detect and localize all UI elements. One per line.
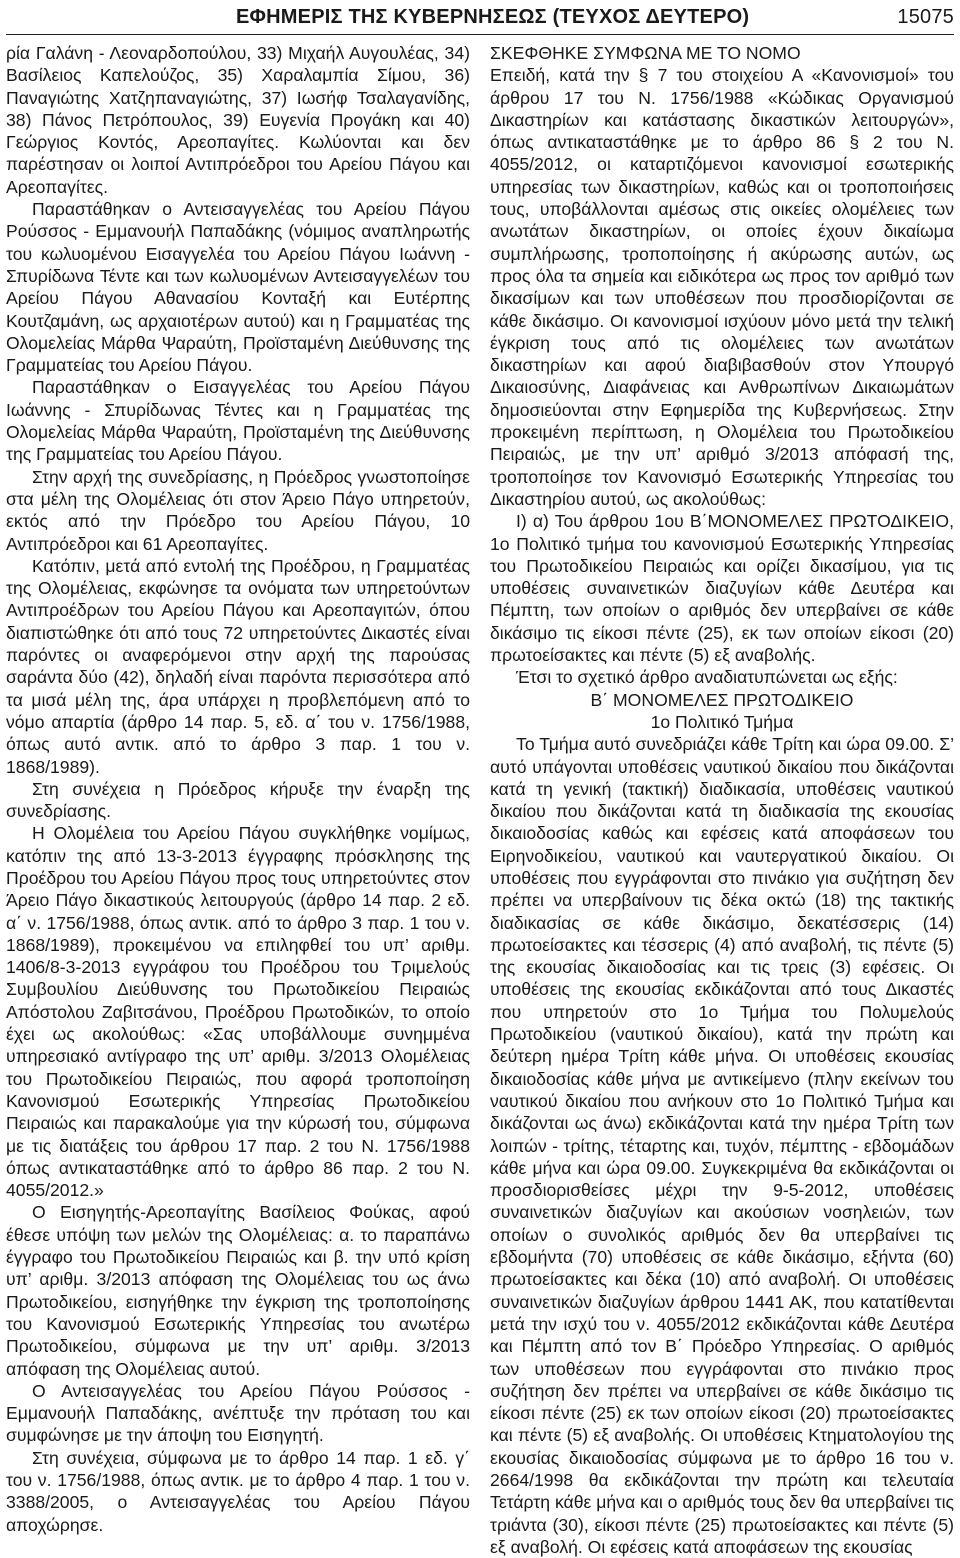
article-heading: Β΄ ΜΟΝΟΜΕΛΕΣ ΠΡΩΤΟΔΙΚΕΙΟ: [590, 689, 854, 710]
section-heading: ΣΚΕΦΘΗΚΕ ΣΥΜΦΩΝΑ ΜΕ ΤΟ ΝΟΜΟ: [490, 43, 801, 63]
paragraph: Στην αρχή της συνεδρίασης, η Πρόεδρος γνωστοποίησε στα μέλη της Ολομέλειας ότι στον Άρειο Πάγο υπηρετούν, εκτός από την Πρόεδρο του Αρείου Πάγου, 10 Αντιπρόεδροι και 61 Αρεοπαγίτες.: [6, 466, 470, 554]
paragraph: Κατόπιν, μετά από εντολή της Προέδρου, η Γραμματέας της Ολομέλειας, εκφώνησε τα ονόματα των υπηρετούντων Αντιπροέδρων του Αρείου Πάγου και Αρεοπαγιτών, όπου διαπιστώθηκε ότι από τους 72 υπηρετούντες Δικαστές είναι παρόντες οι αναφερόμενοι στην αρχή της παρούσας σαράντα δύο (42), δηλαδή είναι παρόντα περισσότερα από τα μισά μέλη της, άρα υπάρχει η προβλεπόμενη από το νόμο απαρτία (άρθρο 14 παρ. 5, εδ. α΄ του ν. 1756/1988, όπως αυτό αντικ. από το άρθρο 3 παρ. 1 του ν. 1868/1989).: [6, 555, 470, 777]
article-subheading: 1ο Πολιτικό Τμήμα: [650, 711, 794, 732]
paragraph: Παραστάθηκαν ο Εισαγγελέας του Αρείου Πάγου Ιωάννης - Σπυρίδωνας Τέντες και η Γραμματέας της Ολομελείας Μάρθα Ψαραύτη, Προϊσταμένη της Διεύθυνσης της Γραμματείας του Αρείου Πάγου.: [6, 377, 470, 465]
paragraph: ρία Γαλάνη - Λεοναρδοπούλου, 33) Μιχαήλ Αυγουλέας, 34) Βασίλειος Καπελούζος, 35) Χαραλαμπία Σίμου, 36) Παναγιώτης Χατζηπαναγιώτης, 37) Ιωσήφ Τσαλαγανίδης, 38) Πάνος Πετρόπουλος, 39) Ευγενία Προγάκη και 40) Γεώργιος Κοντός, Αρεοπαγίτες. Κωλύονται και δεν παρέστησαν οι λοιποί Αντιπρόεδροι του Αρείου Πάγου και Αρεοπαγίτες.: [6, 43, 470, 197]
paragraph: Επειδή, κατά την § 7 του στοιχείου Α «Κανονισμοί» του άρθρου 17 του Ν. 1756/1988 «Κώδικας Οργανισμού Δικαστηρίων και κατάστασης δικαστικών λειτουργών», όπως αντικαταστάθηκε με το άρθρο 86 § 2 του Ν. 4055/2012, οι καταρτιζόμενοι κανονισμοί εσωτερικής υπηρεσίας των δικαστηρίων, καθώς και οι τροποποιήσεις τους, υποβάλλονται αμέσως στις οικείες ολομέλειες των ανωτάτων δικαστηρίων, οι οποίες έχουν δικαίωμα συμπλήρωσης, τροποποίησης ή ακύρωσης αυτών, ως προς όλα τα σημεία και ειδικότερα ως προς τον αριθμό των δικασίμων και των υποθέσεων που προσδιορίζονται σε κάθε δικάσιμο. Οι κανονισμοί ισχύουν μόνο μετά την τελική έγκριση τους από τις ολομέλειες των ανωτάτων δικαστηρίων και αφού διαβιβασθούν στον Υπουργό Δικαιοσύνης, Διαφάνειας και Ανθρωπίνων Δικαιωμάτων δημοσιεύονται στην Εφημερίδα της Κυβερνήσεως. Στην προκειμένη περίπτωση, η Ολομέλεια του Πρωτοδικείου Πειραιώς, με την υπ’ αριθμό 3/2013 απόφασή της, τροποποίησε τον Κανονισμό Εσωτερικής Υπηρεσίας του Δικαστηρίου αυτού, ως ακολούθως:: [490, 65, 954, 509]
gazette-title: ΕΦΗΜΕΡΙΣ ΤΗΣ ΚΥΒΕΡΝΗΣΕΩΣ (ΤΕΥΧΟΣ ΔΕΥΤΕΡΟ): [236, 6, 750, 28]
right-column: [490, 42, 954, 1557]
paragraph: Έτσι το σχετικό άρθρο αναδιατυπώνεται ως εξής:: [516, 667, 898, 688]
paragraph: Ο Εισηγητής-Αρεοπαγίτης Βασίλειος Φούκας, αφού έθεσε υπόψη των μελών της Ολομέλειας: α. το παραπάνω έγγραφο του Πρωτοδικείου Πειραιώς και β. την υπό κρίση υπ’ αριθμ. 3/2013 απόφαση της Ολομέλειας του ως άνω Πρωτοδικείου, εισηγήθηκε την έγκριση της τροποποίησης του Κανονισμού Εσωτερικής Υπηρεσίας του ανωτέρω Πρωτοδικείου, σύμφωνα με την υπ’ αριθμ. 3/2013 απόφαση της Ολομέλειας αυτού.: [6, 1202, 470, 1379]
paragraph: Στη συνέχεια, σύμφωνα με το άρθρο 14 παρ. 1 εδ. γ΄ του ν. 1756/1988, όπως αντικ. με το άρθρο 4 παρ. 1 του ν. 3388/2005, ο Αντεισαγγελέας του Αρείου Πάγου αποχώρησε.: [6, 1447, 470, 1535]
paragraph: Η Ολομέλεια του Αρείου Πάγου συγκλήθηκε νομίμως, κατόπιν της από 13-3-2013 έγγραφης πρόσκλησης της Προέδρου του Αρείου Πάγου προς τους υπηρετούντες στον Άρειο Πάγο δικαστικούς λειτουργούς (άρθρο 14 παρ. 2 εδ. α΄ ν. 1756/1988, όπως αντικ. από το άρθρο 3 παρ. 1 του ν. 1868/1989), προκειμένου να επιληφθεί του υπ’ αριθμ. 1406/8-3-2013 εγγράφου του Προέδρου του Τριμελούς Συμβουλίου Διεύθυνσης του Πρωτοδικείου Πειραιώς Απόστολου Ζαβιτσάνου, Προέδρου Πρωτοδικών, το οποίο έχει ως ακολούθως: «Σας υποβάλλουμε συνημμένα υπηρεσιακό αντίγραφο της υπ’ αριθμ. 3/2013 Ολομέλειας του Πρωτοδικείου Πειραιώς, που αφορά τροποποίηση Κανονισμού Εσωτερικής Υπηρεσίας Πρωτοδικείου Πειραιώς και παρακαλούμε για την κύρωσή του, σύμφωνα με τις διατάξεις του άρθρου 17 παρ. 2 του Ν. 1756/1988 όπως αντικαταστάθηκε από το άρθρο 86 παρ. 2 του Ν. 4055/2012.»: [6, 823, 470, 1201]
paragraph: Το Τμήμα αυτό συνεδριάζει κάθε Τρίτη και ώρα 09.00. Σ’ αυτό υπάγονται υποθέσεις ναυτικού δικαίου που δικάζονται κατά τη γενική (τακτική) διαδικασία, υποθέσεις ναυτικού δικαίου που δικάζονται κατά τη διαδικασία της εκουσίας δικαιοδοσίας καθώς και εφέσεις κατά αποφάσεων του Ειρηνοδικείου, ναυτικού και ναυτεργατικού δικαίου. Οι υποθέσεις που εγγράφονται στο πινάκιο για συζήτηση δεν πρέπει να υπερβαίνουν τις δέκα οκτώ (18) της τακτικής διαδικασίας σε κάθε δικάσιμο, δεκατέσσερις (14) πρωτοείσακτες και τέσσερις (4) από αναβολή, τις πέντε (5) της εκουσίας δικαιοδοσίας και τις τρεις (3) εφέσεις. Οι υποθέσεις της εκουσίας εκδικάζονται από τους Δικαστές που υπηρετούν στο 1ο Τμήμα του Πολυμελούς Πρωτοδικείου (ναυτικού δικαίου), κατά την πρώτη και δεύτερη ημέρα Τρίτη κάθε μήνα. Οι υποθέσεις εκουσίας δικαιοδοσίας κάθε μήνα με αντικείμενο (πλην εκείνων του ναυτικού δικαίου που ανήκουν στο 1ο Πολιτικό Τμήμα και δικάζονται ως άνω) εκδικάζονται κατά την ημέρα Τρίτη των λοιπών - τρίτης, τέταρτης και, τυχόν, πέμπτης - εβδομάδων κάθε μήνα και ώρα 09.00. Συγκεκριμένα θα εκδικάζονται οι προσδιορισθείσες μέχρι την 9-5-2012, υποθέσεις συναινετικών διαζυγίων και ακούσιων νοσηλειών, των οποίων ο συνολικός αριθμός δεν θα υπερβαίνει τις εβδομήντα (70) υποθέσεις σε κάθε δικάσιμο, εξήντα (60) πρωτοείσακτες και δέκα (10) από αναβολή. Οι υποθέσεις συναινετικών διαζυγίων άρθρου 1441 ΑΚ, που κατατίθενται μετά την ισχύ του ν. 4055/2012 εκδικάζονται κάθε Δευτέρα και Πέμπτη από τον Β΄ Πρόεδρο Υπηρεσίας. Ο αριθμός των υποθέσεων που εγγράφονται στο πινάκιο προς συζήτηση δεν πρέπει να υπερβαίνει σε κάθε δικάσιμο τις είκοσι πέντε (25) εκ των οποίων είκοσι (20) πρωτοείσακτες και πέντε (5) εξ αναβολής. Οι υποθέσεις Κτηματολογίου της εκουσίας δικαιοδοσίας σύμφωνα με το άρθρο 16 του ν. 2664/1998 θα εκδικάζονται την πρώτη και τελευταία Τετάρτη κάθε μήνα και ο αριθμός τους δεν θα υπερβαίνει τις τριάντα (30), είκοσι πέντε (25) πρωτοείσακτες και πέντε (5) εξ αναβολή. Οι εφέσεις κατά αποφάσεων της εκουσίας: [490, 734, 954, 1557]
paragraph: Παραστάθηκαν ο Αντεισαγγελέας του Αρείου Πάγου Ρούσσος - Εμμανουήλ Παπαδάκης (νόμιμος αναπληρωτής του κωλυομένου Εισαγγελέα του Αρείου Πάγου Ιωάννη - Σπυρίδωνα Τέντε και των κωλυομένων Αντεισαγγελέων του Αρείου Πάγου Αθανασίου Κονταξή και Ευτέρπης Κουτζαμάνη, ως αρχαιοτέρων αυτού) και η Γραμματέας της Ολομελείας Μάρθα Ψαραύτη, Προϊσταμένη Διεύθυνσης της Γραμματείας του Αρείου Πάγου.: [6, 199, 470, 376]
left-column: [6, 42, 470, 1535]
paragraph: Στη συνέχεια η Πρόεδρος κήρυξε την έναρξη της συνεδρίασης.: [6, 778, 470, 822]
paragraph: Ο Αντεισαγγελέας του Αρείου Πάγου Ρούσσος - Εμμανουήλ Παπαδάκης, ανέπτυξε την πρόταση του και συμφώνησε με την άποψη του Εισηγητή.: [6, 1380, 470, 1446]
page-number: 15075: [897, 6, 954, 28]
page-header: [6, 4, 954, 35]
paragraph: Ι) α) Του άρθρου 1ου Β΄ΜΟΝΟΜΕΛΕΣ ΠΡΩΤΟΔΙΚΕΙΟ, 1ο Πολιτικό τμήμα του κανονισμού Εσωτερικής Υπηρεσίας του Πρωτοδικείου Πειραιώς και ορίζει δικασίμου, για τις υποθέσεις συναινετικών διαζυγίων κάθε Δευτέρα και Πέμπτη, των οποίων ο αριθμός δεν υπερβαίνει σε κάθε δικάσιμο τις είκοσι πέντε (25), εκ των οποίων είκοσι (20) πρωτοείσακτες και πέντε (5) εξ αναβολής.: [490, 511, 954, 666]
